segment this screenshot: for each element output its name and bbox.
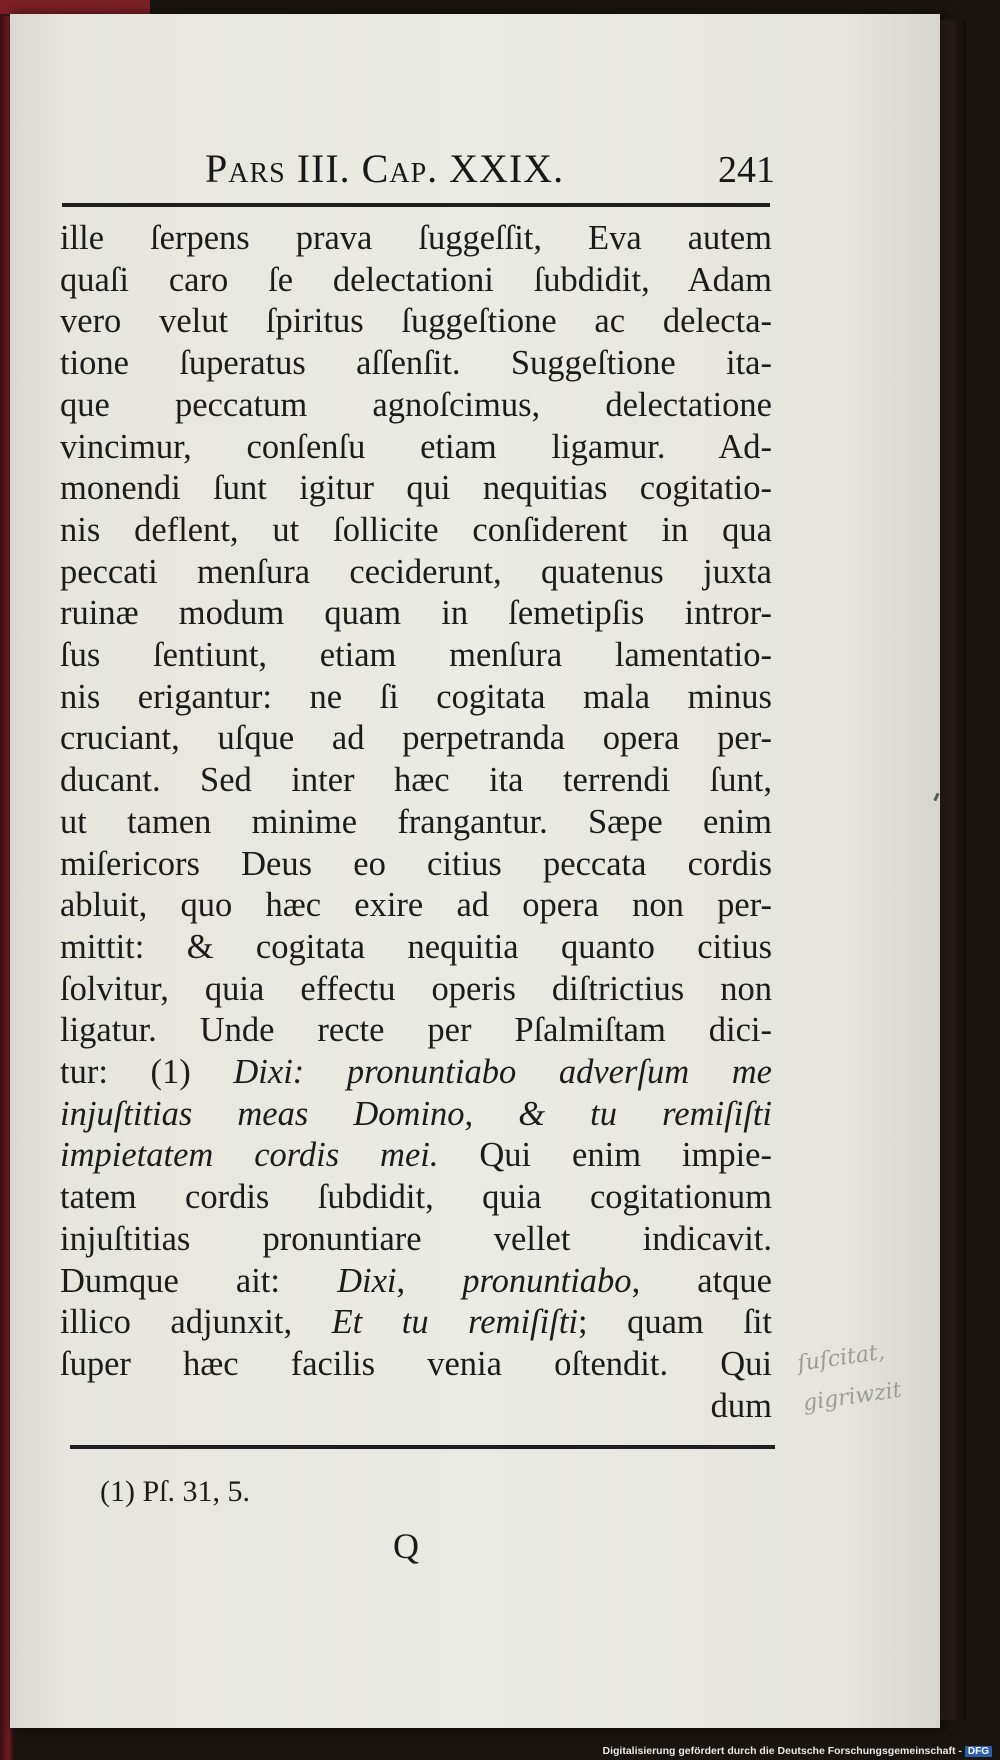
quotation-italic: Et tu remiſiſti bbox=[331, 1303, 578, 1342]
catchword: dum bbox=[710, 1386, 772, 1425]
page-edge-shadow bbox=[936, 20, 966, 1720]
text-line: quaſi caro ſe delectationi ſubdidit, Adam bbox=[60, 260, 772, 299]
text-line: tione ſuperatus aſſenſit. Suggeſtione ita- bbox=[60, 344, 772, 383]
handwritten-margin-note bbox=[795, 1331, 904, 1424]
text-line: cruciant, uſque ad perpetranda opera per- bbox=[60, 719, 772, 758]
text-line: mittit: & cogitata nequitia quanto citius bbox=[60, 927, 772, 966]
text-line: ut tamen minime frangantur. Sæpe enim bbox=[60, 802, 772, 841]
running-title: Pars III. Cap. XXIX. bbox=[205, 146, 565, 191]
text-line: injuſtitias pronuntiare vellet indicavit. bbox=[60, 1219, 772, 1258]
text-line: miſericors Deus eo citius peccata cordis bbox=[60, 844, 772, 883]
body-text bbox=[60, 218, 772, 1427]
text-line bbox=[60, 1135, 772, 1177]
text-line: ducant. Sed inter hæc ita terrendi ſunt, bbox=[60, 761, 772, 800]
dfg-logo: DFG bbox=[965, 1746, 992, 1757]
text-line: que peccatum agnoſcimus, delectatione bbox=[60, 385, 772, 424]
line-text: , bbox=[396, 1261, 463, 1300]
text-line: abluit, quo hæc exire ad opera non per- bbox=[60, 886, 772, 925]
text-line: monendi ſunt igitur qui nequitias cogitatio- bbox=[60, 469, 772, 508]
line-text: Dumque ait: bbox=[60, 1261, 338, 1300]
text-line: vero velut ſpiritus ſuggeſtione ac delecta- bbox=[60, 302, 772, 341]
line-text: tur: (1) bbox=[60, 1053, 234, 1092]
quotation-italic: Dixi bbox=[337, 1261, 397, 1300]
quotation-italic: Dixi: pronuntiabo adverſum me bbox=[233, 1053, 772, 1092]
text-line bbox=[60, 1302, 772, 1344]
quotation-italic: impietatem cordis mei. bbox=[60, 1136, 439, 1175]
line-text: ; quam ſit bbox=[578, 1303, 772, 1342]
text-line: nis erigantur: ne ſi cogitata mala minus bbox=[60, 677, 772, 716]
quotation-italic: injuſtitias meas Domino, & tu remiſiſti bbox=[60, 1094, 772, 1133]
text-line bbox=[60, 1052, 772, 1094]
text-line: ruinæ modum quam in ſemetipſis intror- bbox=[60, 594, 772, 633]
text-line: ille ſerpens prava ſuggeſſit, Eva autem bbox=[60, 219, 772, 257]
header-rule bbox=[62, 203, 770, 207]
footnote-rule bbox=[70, 1445, 775, 1449]
text-line: vincimur, conſenſu etiam ligamur. Ad- bbox=[60, 427, 772, 466]
margin-note-line: ſuſcitat, bbox=[795, 1339, 887, 1377]
line-text: illico adjunxit, bbox=[60, 1303, 332, 1342]
credit-text: Digitalisierung gefördert durch die Deutsche Forschungsgemeinschaft - bbox=[602, 1745, 962, 1757]
text-line: peccati menſura ceciderunt, quatenus juxta bbox=[60, 552, 772, 591]
text-line: ſus ſentiunt, etiam menſura lamentatio- bbox=[60, 636, 772, 675]
text-line: ſolvitur, quia effectu operis diſtrictius non bbox=[60, 969, 772, 1008]
page-number: 241 bbox=[718, 149, 775, 191]
signature-mark: Q bbox=[393, 1526, 419, 1566]
text-line: ſuper hæc facilis venia oſtendit. Qui bbox=[60, 1344, 772, 1383]
text-line: nis deflent, ut ſollicite conſiderent in qua bbox=[60, 510, 772, 549]
text-line: ligatur. Unde recte per Pſalmiſtam dici- bbox=[60, 1011, 772, 1050]
page-header bbox=[205, 145, 775, 192]
margin-note-line: gigriwzit bbox=[801, 1377, 904, 1417]
text-line: tatem cordis ſubdidit, quia cogitationum bbox=[60, 1178, 772, 1217]
digitization-credit bbox=[603, 1745, 993, 1757]
line-text: Qui enim impie- bbox=[438, 1136, 772, 1175]
line-text: , atque bbox=[631, 1261, 772, 1300]
quotation-italic: pronuntiabo bbox=[462, 1261, 632, 1300]
text-line bbox=[60, 1261, 772, 1303]
footnote: (1) Pſ. 31, 5. bbox=[100, 1475, 250, 1508]
